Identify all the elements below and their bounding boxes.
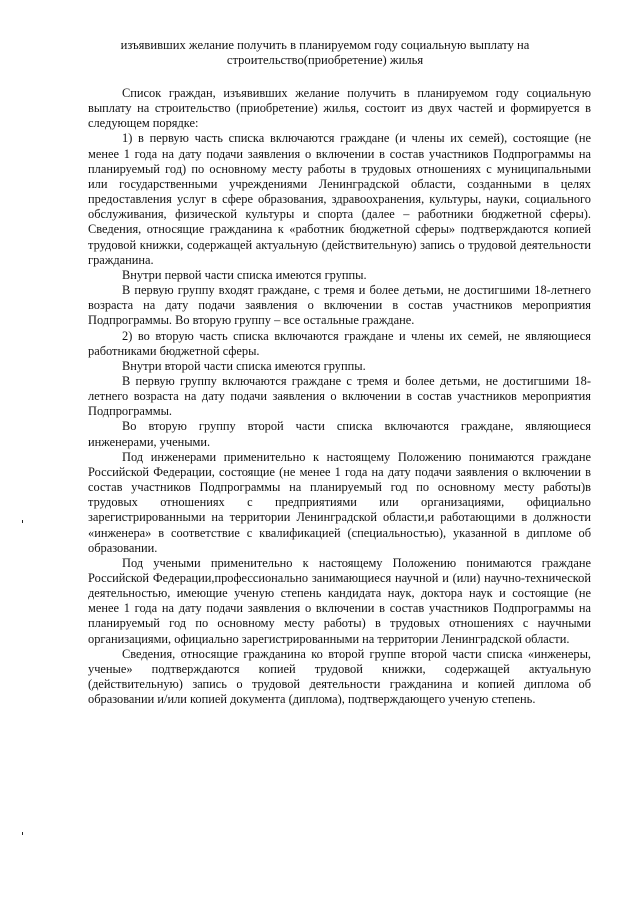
paragraph-part-two-group-two: Во вторую группу второй части списка включаются граждане, являющиеся инженерами, учеными. bbox=[88, 419, 591, 449]
paragraph-part-one-groups: Внутри первой части списка имеются группы. bbox=[122, 267, 367, 282]
paragraph-scientists: Под учеными применительно к настоящему Положению понимаются граждане Российской Федерации,профессионально занимающиеся научной и (или) научно-технической деятельностью, имеющие ученую степень кандидата наук, доктора наук и состоящие (не менее 1 года на дату подачи заявления о включении в состав участников Подпрограммы на планируемый год по основному месту работы) в трудовых отношениях с научными организациями, официально зарегистрированными на территории Ленинградской области. bbox=[88, 555, 591, 646]
paragraph-intro: Список граждан, изъявивших желание получить в планируемом году социальную выплату на строительство (приобретение) жилья, состоит из двух частей и формируется в следующем порядке: bbox=[88, 86, 591, 131]
document-title bbox=[60, 38, 590, 68]
title-line-2: строительство(приобретение) жилья bbox=[226, 53, 424, 67]
paragraph-part-one-group-one: В первую группу входят граждане, с тремя и более детьми, не достигшими 18-летнего возраста на дату подачи заявления о включении в состав участников мероприятия Подпрограммы. Во вторую группу – все остальные граждане. bbox=[88, 283, 591, 328]
paragraph-part-two-groups: Внутри второй части списка имеются группы. bbox=[122, 358, 366, 373]
paragraph-engineers: Под инженерами применительно к настоящему Положению понимаются граждане Российской Федерации, состоящие (не менее 1 года на дату подачи заявления о включении в состав участников Подпрограммы на планируемый год по основному месту работы)в трудовых отношениях с предприятиями или организациями, официально зарегистрированными на территории Ленинградской области,и работающими в должности «инженера» в соответствие с квалификацией (специальностью), указанной в дипломе об образовании. bbox=[88, 449, 591, 555]
paragraph-part-two-group-one: В первую группу включаются граждане с тремя и более детьми, не достигшими 18-летнего возраста на дату подачи заявления о включении в состав участников мероприятия Подпрограммы. bbox=[88, 373, 591, 419]
document-body bbox=[88, 86, 591, 707]
paragraph-part-one: 1) в первую часть списка включаются граждане (и члены их семей), состоящие (не менее 1 года на дату подачи заявления о включении в состав участников Подпрограммы на планируемый год) по основному месту работы в трудовых отношениях с муниципальными или государственными учреждениями Ленинградской области, созданными в целях предоставления услуг в сфере образования, здравоохранения, культуры, науки, социального обслуживания, физической культуры и спорта (далее – работники бюджетной сферы). Сведения, относящие гражданина к «работник бюджетной сферы» подтверждаются копией трудовой книжки, содержащей актуальную (действительную) запись о трудовой деятельности гражданина. bbox=[88, 131, 591, 267]
scan-mark bbox=[22, 832, 23, 835]
scan-mark bbox=[22, 520, 23, 523]
paragraph-part-two: 2) во вторую часть списка включаются граждане и члены их семей, не являющиеся работниками бюджетной сферы. bbox=[88, 328, 591, 358]
paragraph-confirmation: Сведения, относящие гражданина ко второй группе второй части списка «инженеры, ученые» подтверждаются копией трудовой книжки, содержащей актуальную (действительную) запись о трудовой деятельности гражданина и копией диплома об образовании и/или копией документа (диплома), подтверждающего ученую степень. bbox=[88, 646, 591, 707]
title-line-1: изъявивших желание получить в планируемом году социальную выплату на bbox=[120, 38, 530, 52]
